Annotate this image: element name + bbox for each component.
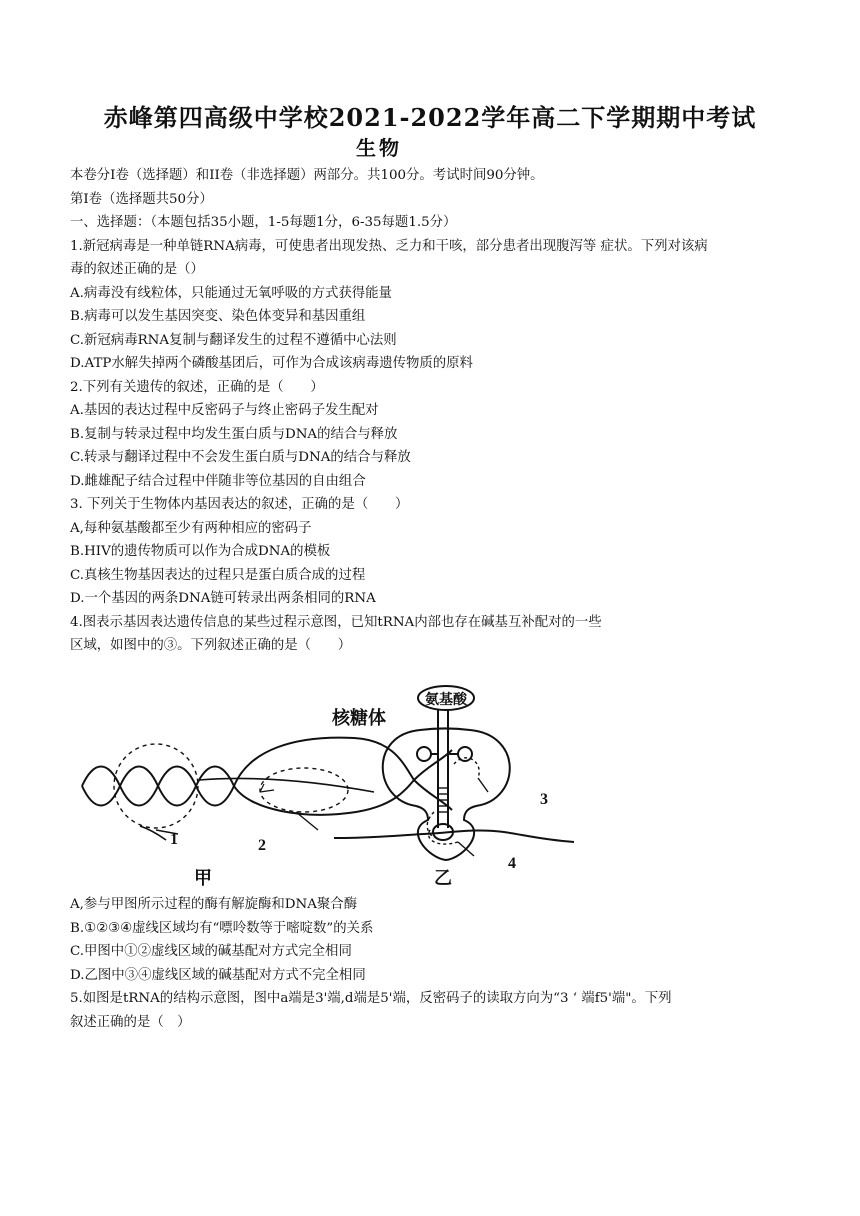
option-a: A.基因的表达过程中反密码子与终止密码子发生配对 [70,403,379,418]
figure-yi-ladder [438,788,448,812]
exam-subject: 生物 [356,136,402,160]
option-d: D.一个基因的两条DNA链可转录出两条相同的RNA [70,591,376,606]
question-stem: 5.如图是tRNA的结构示意图，图中a端是3'端,d端是5'端，反密码子的读取方向为“3 ‘ 端f5'端"。下列 [70,991,672,1006]
option-c: C.甲图中①②虚线区域的碱基配对方式完全相同 [70,944,352,959]
figure-label-3: 3 [540,791,548,808]
option-a: A,参与甲图所示过程的酶有解旋酶和DNA聚合酶 [70,897,358,912]
exam-body-top [70,164,805,658]
question-stem: 2.下列有关遗传的叙述，正确的是（ ） [70,379,324,395]
option-a: A.病毒没有线粒体，只能通过无氧呼吸的方式获得能量 [70,285,392,301]
question-stem: 区域，如图中的③。下列叙述正确的是（ ） [70,638,352,653]
option-b: B.病毒可以发生基因突变、染色体变异和基因重组 [70,309,366,324]
figure-label-ribosome: 核糖体 [332,708,386,728]
question-stem: 毒的叙述正确的是（） [70,262,204,277]
figure-label-jia: 甲 [194,868,212,888]
exam-title: 赤峰第四高级中学校2021-2022学年高二下学期期中考试 [103,103,757,132]
option-c: C.转录与翻译过程中不会发生蛋白质与DNA的结合与释放 [70,450,411,465]
question-stem: 叙述正确的是（ ） [70,1014,191,1030]
question-stem: 3. 下列关于生物体内基因表达的叙述，正确的是（ ） [70,497,409,512]
exam-description: 本卷分I卷（选择题）和II卷（非选择题）两部分。共100分。考试时间90分钟。 [70,168,544,183]
option-b: B.HIV的遗传物质可以作为合成DNA的模板 [70,544,331,559]
figure-label-1: 1 [170,831,178,848]
question-2 [70,376,805,494]
exam-body-bottom [70,893,805,1034]
question-4-options [70,893,805,987]
question-3 [70,493,805,611]
option-c: C.真核生物基因表达的过程只是蛋白质合成的过程 [70,567,366,583]
option-b: B.复制与转录过程中均发生蛋白质与DNA的结合与释放 [70,426,398,442]
question-5 [70,987,805,1034]
figure-label-yi: 乙 [434,868,452,888]
question-1 [70,235,805,376]
figure-label-2: 2 [258,837,266,854]
question-stem: 1.新冠病毒是一种单链RNA病毒，可使患者出现发热、乏力和干咳，部分患者出现腹泻等 症状。下列对该病 [70,238,708,254]
figure-jia-transcription [82,738,452,834]
question-stem: 4.图表示基因表达遗传信息的某些过程示意图，已知tRNA内部也存在碱基互补配对的一些 [70,614,602,630]
question-4 [70,611,805,658]
figure-label-amino-acid: 氨基酸 [425,693,467,708]
option-d: D.乙图中③④虚线区域的碱基配对方式不完全相同 [70,967,366,983]
option-d: D.雌雄配子结合过程中伴随非等位基因的自由组合 [70,473,366,489]
gene-expression-figure [74,680,594,890]
option-b: B.①②③④虚线区域均有“嘌呤数等于嘧啶数”的关系 [70,920,374,936]
part-heading: 第I卷（选择题共50分） [70,191,213,207]
section-heading: 一、选择题：（本题包括35小题，1-5每题1分，6-35每题1.5分） [70,215,457,230]
figure-label-4: 4 [508,855,516,872]
option-d: D.ATP水解失掉两个磷酸基团后，可作为合成该病毒遗传物质的原料 [70,356,473,371]
option-a: A,每种氨基酸都至少有两种相应的密码子 [70,520,312,536]
option-c: C.新冠病毒RNA复制与翻译发生的过程不遵循中心法则 [70,332,397,348]
